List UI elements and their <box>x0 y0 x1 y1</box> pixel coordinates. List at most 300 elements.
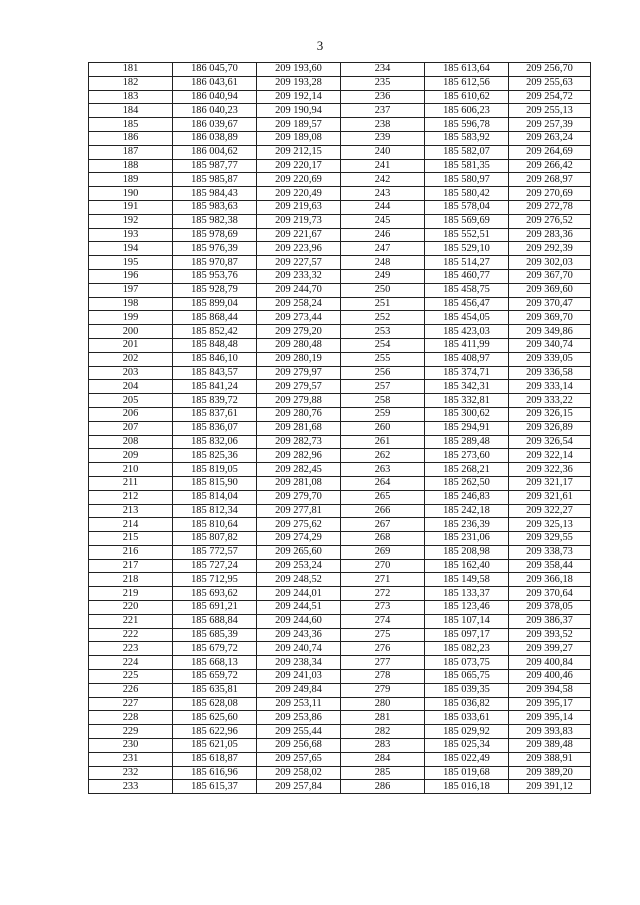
table-cell-x-coordinate: 185 236,39 <box>425 518 509 532</box>
table-cell-x-coordinate: 185 825,36 <box>173 449 257 463</box>
table-cell-point-number: 205 <box>89 394 173 408</box>
table-cell-point-number: 238 <box>341 118 425 132</box>
table-cell-point-number: 182 <box>89 76 173 90</box>
table-cell-y-coordinate: 209 394,58 <box>509 683 591 697</box>
table-cell-point-number: 236 <box>341 90 425 104</box>
table-cell-point-number: 231 <box>89 752 173 766</box>
table-cell-y-coordinate: 209 220,49 <box>257 187 341 201</box>
table-row <box>89 490 591 504</box>
table-row <box>89 587 591 601</box>
table-cell-x-coordinate: 185 659,72 <box>173 670 257 684</box>
table-row <box>89 628 591 642</box>
table-row <box>89 242 591 256</box>
table-cell-y-coordinate: 209 244,70 <box>257 283 341 297</box>
table-cell-point-number: 254 <box>341 338 425 352</box>
table-cell-point-number: 269 <box>341 545 425 559</box>
table-cell-x-coordinate: 185 618,87 <box>173 752 257 766</box>
table-cell-x-coordinate: 186 045,70 <box>173 63 257 77</box>
table-cell-point-number: 235 <box>341 76 425 90</box>
table-cell-point-number: 225 <box>89 670 173 684</box>
table-cell-y-coordinate: 209 190,94 <box>257 104 341 118</box>
table-cell-y-coordinate: 209 393,83 <box>509 725 591 739</box>
table-cell-y-coordinate: 209 279,97 <box>257 366 341 380</box>
table-cell-point-number: 199 <box>89 311 173 325</box>
table-cell-point-number: 229 <box>89 725 173 739</box>
table-cell-point-number: 243 <box>341 187 425 201</box>
table-row <box>89 214 591 228</box>
table-cell-point-number: 265 <box>341 490 425 504</box>
table-cell-point-number: 212 <box>89 490 173 504</box>
table-row <box>89 63 591 77</box>
table-cell-x-coordinate: 185 812,34 <box>173 504 257 518</box>
table-cell-point-number: 196 <box>89 269 173 283</box>
table-row <box>89 352 591 366</box>
table-cell-point-number: 270 <box>341 559 425 573</box>
table-cell-y-coordinate: 209 389,20 <box>509 766 591 780</box>
table-row <box>89 573 591 587</box>
table-cell-point-number: 187 <box>89 145 173 159</box>
table-cell-point-number: 250 <box>341 283 425 297</box>
table-row <box>89 311 591 325</box>
table-cell-y-coordinate: 209 270,69 <box>509 187 591 201</box>
table-cell-x-coordinate: 185 231,06 <box>425 532 509 546</box>
table-cell-y-coordinate: 209 283,36 <box>509 228 591 242</box>
table-cell-point-number: 216 <box>89 545 173 559</box>
table-cell-x-coordinate: 185 273,60 <box>425 449 509 463</box>
table-cell-x-coordinate: 185 693,62 <box>173 587 257 601</box>
table-cell-x-coordinate: 185 852,42 <box>173 325 257 339</box>
table-cell-x-coordinate: 185 982,38 <box>173 214 257 228</box>
table-cell-point-number: 253 <box>341 325 425 339</box>
table-cell-y-coordinate: 209 279,57 <box>257 380 341 394</box>
table-cell-x-coordinate: 185 460,77 <box>425 269 509 283</box>
table-cell-x-coordinate: 185 819,05 <box>173 463 257 477</box>
table-cell-y-coordinate: 209 248,52 <box>257 573 341 587</box>
table-cell-point-number: 200 <box>89 325 173 339</box>
table-cell-y-coordinate: 209 280,19 <box>257 352 341 366</box>
table-cell-x-coordinate: 185 107,14 <box>425 614 509 628</box>
table-cell-y-coordinate: 209 219,63 <box>257 200 341 214</box>
table-cell-x-coordinate: 185 133,37 <box>425 587 509 601</box>
table-cell-point-number: 256 <box>341 366 425 380</box>
table-cell-point-number: 239 <box>341 131 425 145</box>
table-cell-point-number: 185 <box>89 118 173 132</box>
table-cell-y-coordinate: 209 367,70 <box>509 269 591 283</box>
table-cell-point-number: 260 <box>341 421 425 435</box>
table-cell-y-coordinate: 209 329,55 <box>509 532 591 546</box>
table-cell-y-coordinate: 209 243,36 <box>257 628 341 642</box>
table-cell-point-number: 201 <box>89 338 173 352</box>
table-cell-point-number: 189 <box>89 173 173 187</box>
table-cell-x-coordinate: 185 635,81 <box>173 683 257 697</box>
table-cell-y-coordinate: 209 326,89 <box>509 421 591 435</box>
table-cell-point-number: 226 <box>89 683 173 697</box>
table-cell-y-coordinate: 209 366,18 <box>509 573 591 587</box>
table-cell-y-coordinate: 209 388,91 <box>509 752 591 766</box>
table-cell-y-coordinate: 209 282,96 <box>257 449 341 463</box>
table-cell-point-number: 214 <box>89 518 173 532</box>
table-row <box>89 338 591 352</box>
table-cell-x-coordinate: 186 038,89 <box>173 131 257 145</box>
table-cell-x-coordinate: 185 019,68 <box>425 766 509 780</box>
table-cell-point-number: 181 <box>89 63 173 77</box>
table-cell-y-coordinate: 209 349,86 <box>509 325 591 339</box>
table-cell-y-coordinate: 209 227,57 <box>257 256 341 270</box>
table-row <box>89 656 591 670</box>
table-cell-x-coordinate: 185 625,60 <box>173 711 257 725</box>
table-cell-y-coordinate: 209 220,69 <box>257 173 341 187</box>
table-cell-point-number: 219 <box>89 587 173 601</box>
table-cell-point-number: 272 <box>341 587 425 601</box>
table-cell-x-coordinate: 185 987,77 <box>173 159 257 173</box>
table-cell-x-coordinate: 185 065,75 <box>425 670 509 684</box>
table-cell-x-coordinate: 185 033,61 <box>425 711 509 725</box>
table-cell-x-coordinate: 185 815,90 <box>173 476 257 490</box>
table-cell-y-coordinate: 209 386,37 <box>509 614 591 628</box>
table-row <box>89 545 591 559</box>
table-cell-point-number: 209 <box>89 449 173 463</box>
table-cell-point-number: 223 <box>89 642 173 656</box>
table-cell-x-coordinate: 186 040,94 <box>173 90 257 104</box>
table-cell-point-number: 208 <box>89 435 173 449</box>
table-cell-y-coordinate: 209 279,88 <box>257 394 341 408</box>
table-cell-y-coordinate: 209 273,44 <box>257 311 341 325</box>
table-row <box>89 683 591 697</box>
table-cell-y-coordinate: 209 223,96 <box>257 242 341 256</box>
table-cell-y-coordinate: 209 241,03 <box>257 670 341 684</box>
table-cell-y-coordinate: 209 333,22 <box>509 394 591 408</box>
table-cell-x-coordinate: 185 029,92 <box>425 725 509 739</box>
table-cell-point-number: 247 <box>341 242 425 256</box>
table-cell-x-coordinate: 186 043,61 <box>173 76 257 90</box>
table-cell-x-coordinate: 185 262,50 <box>425 476 509 490</box>
table-cell-point-number: 191 <box>89 200 173 214</box>
table-cell-point-number: 274 <box>341 614 425 628</box>
table-row <box>89 697 591 711</box>
table-cell-x-coordinate: 185 036,82 <box>425 697 509 711</box>
table-cell-point-number: 249 <box>341 269 425 283</box>
table-cell-y-coordinate: 209 221,67 <box>257 228 341 242</box>
table-cell-y-coordinate: 209 279,20 <box>257 325 341 339</box>
table-cell-x-coordinate: 185 569,69 <box>425 214 509 228</box>
table-cell-point-number: 220 <box>89 601 173 615</box>
table-row <box>89 711 591 725</box>
table-cell-point-number: 261 <box>341 435 425 449</box>
table-cell-point-number: 188 <box>89 159 173 173</box>
table-cell-point-number: 264 <box>341 476 425 490</box>
table-cell-x-coordinate: 185 985,87 <box>173 173 257 187</box>
table-cell-x-coordinate: 185 612,56 <box>425 76 509 90</box>
table-cell-point-number: 193 <box>89 228 173 242</box>
table-cell-x-coordinate: 185 016,18 <box>425 780 509 794</box>
table-cell-point-number: 285 <box>341 766 425 780</box>
table-cell-x-coordinate: 185 712,95 <box>173 573 257 587</box>
table-cell-x-coordinate: 185 580,42 <box>425 187 509 201</box>
table-cell-point-number: 271 <box>341 573 425 587</box>
table-cell-x-coordinate: 185 583,92 <box>425 131 509 145</box>
table-cell-y-coordinate: 209 253,11 <box>257 697 341 711</box>
table-row <box>89 131 591 145</box>
table-cell-point-number: 267 <box>341 518 425 532</box>
table-cell-point-number: 281 <box>341 711 425 725</box>
table-cell-x-coordinate: 185 622,96 <box>173 725 257 739</box>
table-cell-y-coordinate: 209 255,13 <box>509 104 591 118</box>
table-row <box>89 766 591 780</box>
table-cell-x-coordinate: 185 836,07 <box>173 421 257 435</box>
table-cell-point-number: 276 <box>341 642 425 656</box>
table-cell-point-number: 248 <box>341 256 425 270</box>
table-cell-point-number: 218 <box>89 573 173 587</box>
table-row <box>89 642 591 656</box>
table-cell-point-number: 210 <box>89 463 173 477</box>
table-cell-point-number: 202 <box>89 352 173 366</box>
table-cell-x-coordinate: 185 691,21 <box>173 601 257 615</box>
table-cell-x-coordinate: 185 868,44 <box>173 311 257 325</box>
table-cell-x-coordinate: 185 552,51 <box>425 228 509 242</box>
table-cell-x-coordinate: 185 300,62 <box>425 407 509 421</box>
table-cell-y-coordinate: 209 333,14 <box>509 380 591 394</box>
table-cell-y-coordinate: 209 256,70 <box>509 63 591 77</box>
table-row <box>89 670 591 684</box>
table-cell-y-coordinate: 209 292,39 <box>509 242 591 256</box>
table-cell-point-number: 240 <box>341 145 425 159</box>
table-cell-x-coordinate: 185 810,64 <box>173 518 257 532</box>
table-cell-point-number: 221 <box>89 614 173 628</box>
table-cell-y-coordinate: 209 193,60 <box>257 63 341 77</box>
table-cell-point-number: 241 <box>341 159 425 173</box>
table-cell-x-coordinate: 185 374,71 <box>425 366 509 380</box>
table-cell-x-coordinate: 185 772,57 <box>173 545 257 559</box>
table-cell-point-number: 258 <box>341 394 425 408</box>
table-cell-x-coordinate: 185 246,83 <box>425 490 509 504</box>
table-cell-y-coordinate: 209 233,32 <box>257 269 341 283</box>
table-cell-x-coordinate: 185 208,98 <box>425 545 509 559</box>
table-cell-x-coordinate: 185 621,05 <box>173 739 257 753</box>
table-cell-point-number: 217 <box>89 559 173 573</box>
table-row <box>89 725 591 739</box>
table-cell-y-coordinate: 209 275,62 <box>257 518 341 532</box>
table-cell-y-coordinate: 209 302,03 <box>509 256 591 270</box>
table-cell-point-number: 198 <box>89 297 173 311</box>
table-cell-x-coordinate: 185 581,35 <box>425 159 509 173</box>
table-row <box>89 559 591 573</box>
table-row <box>89 297 591 311</box>
table-cell-y-coordinate: 209 249,84 <box>257 683 341 697</box>
table-cell-x-coordinate: 185 458,75 <box>425 283 509 297</box>
table-cell-x-coordinate: 185 668,13 <box>173 656 257 670</box>
table-cell-point-number: 246 <box>341 228 425 242</box>
table-cell-point-number: 245 <box>341 214 425 228</box>
table-cell-point-number: 284 <box>341 752 425 766</box>
table-cell-x-coordinate: 185 984,43 <box>173 187 257 201</box>
table-cell-point-number: 194 <box>89 242 173 256</box>
table-row <box>89 366 591 380</box>
table-cell-point-number: 268 <box>341 532 425 546</box>
table-cell-x-coordinate: 185 983,63 <box>173 200 257 214</box>
table-cell-x-coordinate: 185 242,18 <box>425 504 509 518</box>
table-cell-x-coordinate: 185 616,96 <box>173 766 257 780</box>
table-row <box>89 407 591 421</box>
page-number: 3 <box>316 38 324 53</box>
table-cell-x-coordinate: 185 727,24 <box>173 559 257 573</box>
coordinates-table-body <box>89 63 591 794</box>
table-cell-point-number: 242 <box>341 173 425 187</box>
table-row <box>89 256 591 270</box>
table-cell-y-coordinate: 209 322,14 <box>509 449 591 463</box>
table-cell-y-coordinate: 209 281,08 <box>257 476 341 490</box>
table-cell-y-coordinate: 209 280,48 <box>257 338 341 352</box>
table-cell-x-coordinate: 185 123,46 <box>425 601 509 615</box>
table-cell-point-number: 186 <box>89 131 173 145</box>
table-cell-x-coordinate: 185 454,05 <box>425 311 509 325</box>
table-cell-point-number: 232 <box>89 766 173 780</box>
table-cell-y-coordinate: 209 263,24 <box>509 131 591 145</box>
table-cell-point-number: 230 <box>89 739 173 753</box>
table-cell-y-coordinate: 209 189,08 <box>257 131 341 145</box>
table-cell-x-coordinate: 185 976,39 <box>173 242 257 256</box>
table-cell-point-number: 262 <box>341 449 425 463</box>
table-cell-y-coordinate: 209 258,02 <box>257 766 341 780</box>
table-cell-x-coordinate: 185 832,06 <box>173 435 257 449</box>
table-cell-y-coordinate: 209 395,17 <box>509 697 591 711</box>
table-cell-x-coordinate: 185 848,48 <box>173 338 257 352</box>
table-cell-y-coordinate: 209 276,52 <box>509 214 591 228</box>
table-cell-x-coordinate: 185 596,78 <box>425 118 509 132</box>
table-cell-y-coordinate: 209 336,58 <box>509 366 591 380</box>
table-row <box>89 228 591 242</box>
table-cell-y-coordinate: 209 369,60 <box>509 283 591 297</box>
table-cell-point-number: 184 <box>89 104 173 118</box>
table-cell-y-coordinate: 209 253,24 <box>257 559 341 573</box>
table-cell-x-coordinate: 186 040,23 <box>173 104 257 118</box>
table-cell-y-coordinate: 209 279,70 <box>257 490 341 504</box>
table-cell-point-number: 190 <box>89 187 173 201</box>
table-cell-x-coordinate: 185 899,04 <box>173 297 257 311</box>
table-row <box>89 159 591 173</box>
table-cell-y-coordinate: 209 277,81 <box>257 504 341 518</box>
table-cell-y-coordinate: 209 240,74 <box>257 642 341 656</box>
table-cell-y-coordinate: 209 378,05 <box>509 601 591 615</box>
table-cell-x-coordinate: 185 456,47 <box>425 297 509 311</box>
table-cell-x-coordinate: 185 268,21 <box>425 463 509 477</box>
table-cell-x-coordinate: 185 025,34 <box>425 739 509 753</box>
table-cell-y-coordinate: 209 393,52 <box>509 628 591 642</box>
table-cell-point-number: 192 <box>89 214 173 228</box>
table-cell-point-number: 213 <box>89 504 173 518</box>
table-cell-y-coordinate: 209 370,64 <box>509 587 591 601</box>
table-cell-point-number: 286 <box>341 780 425 794</box>
table-cell-x-coordinate: 185 514,27 <box>425 256 509 270</box>
table-cell-x-coordinate: 185 846,10 <box>173 352 257 366</box>
table-cell-x-coordinate: 185 688,84 <box>173 614 257 628</box>
table-cell-x-coordinate: 185 342,31 <box>425 380 509 394</box>
table-cell-y-coordinate: 209 321,61 <box>509 490 591 504</box>
table-cell-x-coordinate: 185 039,35 <box>425 683 509 697</box>
table-cell-y-coordinate: 209 272,78 <box>509 200 591 214</box>
table-cell-point-number: 233 <box>89 780 173 794</box>
table-cell-y-coordinate: 209 220,17 <box>257 159 341 173</box>
table-cell-point-number: 227 <box>89 697 173 711</box>
table-cell-x-coordinate: 185 529,10 <box>425 242 509 256</box>
table-cell-y-coordinate: 209 264,69 <box>509 145 591 159</box>
table-cell-x-coordinate: 185 408,97 <box>425 352 509 366</box>
table-cell-y-coordinate: 209 244,51 <box>257 601 341 615</box>
table-row <box>89 394 591 408</box>
table-row <box>89 421 591 435</box>
table-row <box>89 200 591 214</box>
table-cell-y-coordinate: 209 193,28 <box>257 76 341 90</box>
table-cell-point-number: 282 <box>341 725 425 739</box>
table-cell-y-coordinate: 209 266,42 <box>509 159 591 173</box>
table-cell-point-number: 215 <box>89 532 173 546</box>
table-cell-x-coordinate: 185 082,23 <box>425 642 509 656</box>
table-cell-point-number: 222 <box>89 628 173 642</box>
table-cell-x-coordinate: 185 679,72 <box>173 642 257 656</box>
table-cell-y-coordinate: 209 254,72 <box>509 90 591 104</box>
table-cell-y-coordinate: 209 358,44 <box>509 559 591 573</box>
table-cell-x-coordinate: 185 097,17 <box>425 628 509 642</box>
table-cell-y-coordinate: 209 244,60 <box>257 614 341 628</box>
table-cell-y-coordinate: 209 274,29 <box>257 532 341 546</box>
table-cell-x-coordinate: 185 613,64 <box>425 63 509 77</box>
table-cell-x-coordinate: 185 423,03 <box>425 325 509 339</box>
table-cell-y-coordinate: 209 253,86 <box>257 711 341 725</box>
table-cell-x-coordinate: 185 162,40 <box>425 559 509 573</box>
table-cell-x-coordinate: 185 615,37 <box>173 780 257 794</box>
table-cell-y-coordinate: 209 212,15 <box>257 145 341 159</box>
table-cell-x-coordinate: 185 970,87 <box>173 256 257 270</box>
table-cell-x-coordinate: 185 839,72 <box>173 394 257 408</box>
table-cell-x-coordinate: 185 610,62 <box>425 90 509 104</box>
table-row <box>89 601 591 615</box>
table-cell-x-coordinate: 185 582,07 <box>425 145 509 159</box>
table-cell-y-coordinate: 209 370,47 <box>509 297 591 311</box>
table-row <box>89 532 591 546</box>
table-row <box>89 283 591 297</box>
table-cell-x-coordinate: 185 294,91 <box>425 421 509 435</box>
table-cell-y-coordinate: 209 268,97 <box>509 173 591 187</box>
table-cell-x-coordinate: 185 837,61 <box>173 407 257 421</box>
table-cell-x-coordinate: 185 578,04 <box>425 200 509 214</box>
table-cell-y-coordinate: 209 326,15 <box>509 407 591 421</box>
table-cell-point-number: 263 <box>341 463 425 477</box>
table-cell-point-number: 207 <box>89 421 173 435</box>
table-cell-x-coordinate: 185 928,79 <box>173 283 257 297</box>
table-cell-y-coordinate: 209 258,24 <box>257 297 341 311</box>
table-cell-x-coordinate: 185 843,57 <box>173 366 257 380</box>
table-cell-y-coordinate: 209 391,12 <box>509 780 591 794</box>
table-row <box>89 739 591 753</box>
table-row <box>89 752 591 766</box>
table-row <box>89 187 591 201</box>
table-cell-point-number: 251 <box>341 297 425 311</box>
table-cell-y-coordinate: 209 255,63 <box>509 76 591 90</box>
table-cell-y-coordinate: 209 338,73 <box>509 545 591 559</box>
table-row <box>89 780 591 794</box>
table-cell-point-number: 211 <box>89 476 173 490</box>
table-row <box>89 380 591 394</box>
table-cell-y-coordinate: 209 219,73 <box>257 214 341 228</box>
table-cell-y-coordinate: 209 282,73 <box>257 435 341 449</box>
table-cell-x-coordinate: 186 004,62 <box>173 145 257 159</box>
table-row <box>89 614 591 628</box>
table-cell-point-number: 255 <box>341 352 425 366</box>
table-cell-point-number: 266 <box>341 504 425 518</box>
table-cell-y-coordinate: 209 281,68 <box>257 421 341 435</box>
table-cell-point-number: 275 <box>341 628 425 642</box>
table-cell-y-coordinate: 209 189,57 <box>257 118 341 132</box>
table-cell-y-coordinate: 209 340,74 <box>509 338 591 352</box>
